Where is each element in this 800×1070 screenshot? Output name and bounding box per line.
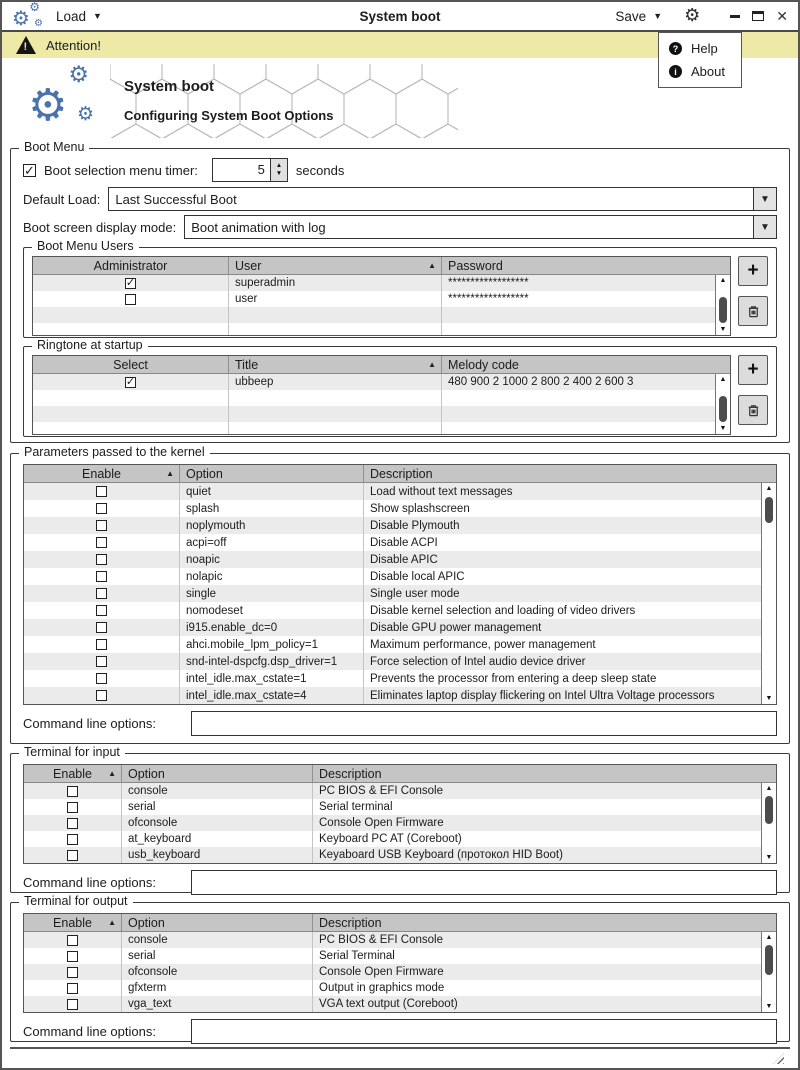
load-menu-label: Load <box>56 8 87 24</box>
row-checkbox[interactable] <box>96 554 107 565</box>
table-body <box>24 483 776 704</box>
help-circle-icon: ? <box>669 42 682 55</box>
row-checkbox[interactable] <box>67 834 78 845</box>
table-row[interactable] <box>24 847 776 863</box>
kernel-cmdline-label: Command line options: <box>23 715 156 731</box>
table-cell: vga_text <box>122 996 313 1012</box>
table-body <box>33 275 730 335</box>
row-checkbox[interactable] <box>67 818 78 829</box>
column-header[interactable]: Password <box>442 257 730 274</box>
default-load-value: Last Successful Boot <box>115 191 237 207</box>
terminal-input-cmdline-label: Command line options: <box>23 874 156 890</box>
table-row[interactable] <box>24 670 776 687</box>
row-checkbox[interactable] <box>67 951 78 962</box>
timer-spinner[interactable] <box>212 158 288 182</box>
save-menu-button[interactable] <box>615 9 662 24</box>
table-cell: serial <box>122 799 313 815</box>
table-header-row <box>33 257 730 275</box>
delete-user-button[interactable] <box>738 296 768 326</box>
table-row[interactable] <box>24 932 776 948</box>
timer-unit-label: seconds <box>295 162 345 178</box>
menu-item-about-label: About <box>691 64 725 79</box>
ringtone-table <box>32 355 731 435</box>
table-row[interactable] <box>24 568 776 585</box>
table-cell: ofconsole <box>122 815 313 831</box>
column-header[interactable]: Select <box>33 356 229 373</box>
scrollbar-thumb[interactable] <box>765 497 773 523</box>
scrollbar-thumb[interactable] <box>719 396 727 422</box>
terminal-output-fieldset <box>10 894 790 1042</box>
table-row[interactable] <box>24 534 776 551</box>
kernel-params-legend: Parameters passed to the kernel <box>19 445 210 459</box>
menu-item-help-label: Help <box>691 41 718 56</box>
table-cell: Disable Plymouth <box>370 519 460 532</box>
menu-item-help[interactable] <box>659 37 741 60</box>
column-header[interactable]: Enable ▲ <box>24 765 122 782</box>
column-header[interactable]: User ▲ <box>229 257 442 274</box>
delete-ringtone-button[interactable] <box>738 395 768 425</box>
table-row[interactable] <box>24 964 776 980</box>
default-load-label: Default Load: <box>23 191 101 207</box>
table-cell: intel_idle.max_cstate=4 <box>180 687 364 704</box>
table-row[interactable] <box>24 500 776 517</box>
table-cell <box>442 323 730 335</box>
table-row[interactable] <box>24 585 776 602</box>
terminal-output-cmdline-label: Command line options: <box>23 1023 156 1039</box>
row-checkbox[interactable] <box>96 520 107 531</box>
table-body <box>33 374 730 434</box>
table-cell <box>442 422 730 434</box>
table-cell: splash <box>180 500 364 517</box>
banner-gears-icon: ⚙ ⚙ ⚙ <box>28 62 94 131</box>
kernel-table-scrollbar[interactable] <box>761 483 776 704</box>
table-header-row <box>24 914 776 932</box>
table-row[interactable] <box>33 275 730 291</box>
table-cell: Disable APIC <box>370 553 438 566</box>
boot-menu-legend: Boot Menu <box>19 140 89 154</box>
settings-gear-button[interactable]: ⚙ <box>684 5 701 26</box>
table-cell: ahci.mobile_lpm_policy=1 <box>180 636 364 653</box>
table-cell: Serial Terminal <box>319 950 395 962</box>
column-header[interactable]: Description <box>313 765 776 782</box>
row-checkbox[interactable] <box>96 588 107 599</box>
row-checkbox[interactable] <box>67 850 78 861</box>
kernel-params-fieldset <box>10 445 790 744</box>
resize-grip[interactable] <box>773 1053 784 1064</box>
table-cell: Force selection of Intel audio device driver <box>370 655 586 668</box>
table-cell: intel_idle.max_cstate=1 <box>180 670 364 687</box>
terminal-input-table <box>23 764 777 864</box>
boot-menu-users-fieldset <box>23 239 777 338</box>
row-checkbox[interactable] <box>67 983 78 994</box>
dropdown-arrow-icon[interactable]: ▼ <box>753 188 776 210</box>
terminal-input-scrollbar[interactable] <box>761 783 776 863</box>
scroll-down-icon[interactable]: ▼ <box>765 695 773 702</box>
trash-icon <box>746 304 761 319</box>
row-checkbox[interactable] <box>96 690 107 701</box>
scrollbar-thumb[interactable] <box>765 796 773 824</box>
row-checkbox[interactable] <box>96 605 107 616</box>
table-cell: Show splashscreen <box>370 502 470 515</box>
table-cell: nolapic <box>180 568 364 585</box>
chevron-down-icon: ▼ <box>93 11 102 21</box>
settings-popup-menu <box>658 32 742 88</box>
scrollbar-thumb[interactable] <box>765 945 773 975</box>
maximize-button[interactable] <box>752 11 764 21</box>
table-body <box>24 783 776 863</box>
table-row[interactable] <box>24 783 776 799</box>
table-row[interactable] <box>24 551 776 568</box>
table-row[interactable] <box>33 422 730 434</box>
table-cell: PC BIOS & EFI Console <box>319 785 443 797</box>
kernel-params-table <box>23 464 777 705</box>
table-cell <box>442 307 730 323</box>
table-header-row <box>33 356 730 374</box>
save-menu-label: Save <box>615 8 647 24</box>
table-cell: console <box>122 783 313 799</box>
table-cell: PC BIOS & EFI Console <box>319 934 443 946</box>
table-cell: Load without text messages <box>370 485 513 498</box>
table-row[interactable] <box>33 374 730 390</box>
table-cell: VGA text output (Coreboot) <box>319 998 458 1010</box>
terminal-input-cmdline-input[interactable] <box>191 870 777 895</box>
table-row[interactable] <box>24 980 776 996</box>
attention-text: Attention! <box>46 37 101 53</box>
table-row[interactable] <box>24 517 776 534</box>
scroll-down-icon[interactable]: ▼ <box>765 854 773 861</box>
dropdown-arrow-icon[interactable]: ▼ <box>753 216 776 238</box>
scroll-down-icon[interactable]: ▼ <box>765 1003 773 1010</box>
spinner-down-icon[interactable]: ▼ <box>275 170 283 177</box>
table-row[interactable] <box>33 323 730 335</box>
terminal-output-scrollbar[interactable] <box>761 932 776 1012</box>
table-cell: usb_keyboard <box>122 847 313 863</box>
sort-ascending-icon: ▲ <box>428 261 436 270</box>
table-row[interactable] <box>24 948 776 964</box>
table-cell <box>442 390 730 406</box>
scroll-up-icon[interactable]: ▲ <box>765 934 773 941</box>
table-cell: Console Open Firmware <box>319 966 444 978</box>
table-row[interactable] <box>33 406 730 422</box>
table-cell: Keyboard PC AT (Coreboot) <box>319 833 462 845</box>
banner-subtitle: Configuring System Boot Options <box>124 108 334 123</box>
row-checkbox[interactable] <box>96 571 107 582</box>
hexagon-pattern <box>110 64 458 138</box>
ringtone-fieldset <box>23 338 777 437</box>
table-cell <box>229 307 442 323</box>
row-checkbox[interactable]: ✓ <box>125 375 136 388</box>
table-cell: ****************** <box>448 277 529 289</box>
scroll-down-icon[interactable]: ▼ <box>719 425 727 432</box>
table-cell: nomodeset <box>180 602 364 619</box>
sort-ascending-icon: ▲ <box>428 360 436 369</box>
default-load-combobox[interactable] <box>108 187 777 211</box>
row-checkbox[interactable] <box>96 639 107 650</box>
display-mode-combobox[interactable] <box>184 215 777 239</box>
table-cell: user <box>229 291 442 307</box>
add-ringtone-button[interactable]: + <box>738 355 768 385</box>
table-row[interactable] <box>24 653 776 670</box>
sort-ascending-icon: ▲ <box>166 469 174 478</box>
table-cell: Keyaboard USB Keyboard (протокол HID Boot) <box>319 849 563 861</box>
table-cell: Prevents the processor from entering a deep sleep state <box>370 672 657 685</box>
table-row[interactable] <box>24 483 776 500</box>
table-cell: single <box>180 585 364 602</box>
scroll-down-icon[interactable]: ▼ <box>719 326 727 333</box>
close-button[interactable]: ✕ <box>776 8 788 24</box>
column-header[interactable]: Description <box>364 465 776 482</box>
table-row[interactable] <box>24 619 776 636</box>
timer-value: 5 <box>257 162 265 177</box>
table-cell: gfxterm <box>122 980 313 996</box>
table-body <box>24 932 776 1012</box>
table-cell: acpi=off <box>180 534 364 551</box>
table-cell: Disable GPU power management <box>370 621 542 634</box>
column-header[interactable]: Option <box>122 765 313 782</box>
table-cell: quiet <box>180 483 364 500</box>
scrollbar-thumb[interactable] <box>719 297 727 323</box>
table-row[interactable] <box>24 636 776 653</box>
table-cell: i915.enable_dc=0 <box>180 619 364 636</box>
sort-ascending-icon: ▲ <box>108 918 116 927</box>
table-row[interactable] <box>24 687 776 704</box>
scroll-up-icon[interactable]: ▲ <box>719 277 727 284</box>
table-cell: snd-intel-dspcfg.dsp_driver=1 <box>180 653 364 670</box>
table-row[interactable] <box>33 307 730 323</box>
terminal-output-table <box>23 913 777 1013</box>
timer-checkbox[interactable]: ✓ <box>24 162 35 178</box>
scroll-up-icon[interactable]: ▲ <box>765 785 773 792</box>
row-checkbox[interactable]: ✓ <box>125 276 136 289</box>
row-checkbox[interactable] <box>96 656 107 667</box>
spinner-buttons[interactable] <box>270 159 287 181</box>
column-header[interactable]: Enable ▲ <box>24 914 122 931</box>
trash-icon <box>746 403 761 418</box>
spinner-up-icon[interactable]: ▲ <box>275 162 283 170</box>
table-cell: at_keyboard <box>122 831 313 847</box>
timer-label: Boot selection menu timer: <box>44 162 198 178</box>
table-row[interactable] <box>24 996 776 1012</box>
table-cell: ubbeep <box>229 374 442 390</box>
row-checkbox[interactable] <box>96 622 107 633</box>
add-user-button[interactable]: + <box>738 256 768 286</box>
table-row[interactable] <box>24 799 776 815</box>
table-row[interactable] <box>24 815 776 831</box>
table-row[interactable] <box>24 831 776 847</box>
boot-menu-users-legend: Boot Menu Users <box>32 239 139 253</box>
chevron-down-icon: ▼ <box>653 11 663 21</box>
table-cell: Output in graphics mode <box>319 982 445 994</box>
column-header[interactable]: Title ▲ <box>229 356 442 373</box>
table-row[interactable] <box>33 291 730 307</box>
row-checkbox[interactable] <box>67 967 78 978</box>
status-bar <box>10 1047 790 1068</box>
table-cell <box>229 422 442 434</box>
info-circle-icon: i <box>669 65 682 78</box>
app-logo-gears-icon: ⚙ ⚙ ⚙ <box>12 0 43 30</box>
table-cell: Disable kernel selection and loading of video drivers <box>370 604 636 617</box>
terminal-output-legend: Terminal for output <box>19 894 133 908</box>
column-header[interactable]: Option <box>180 465 364 482</box>
terminal-input-legend: Terminal for input <box>19 745 125 759</box>
table-row[interactable] <box>33 390 730 406</box>
table-cell: Serial terminal <box>319 801 393 813</box>
load-menu-button[interactable] <box>56 9 102 24</box>
table-row[interactable] <box>24 602 776 619</box>
sort-ascending-icon: ▲ <box>108 769 116 778</box>
minimize-button[interactable] <box>730 15 740 18</box>
display-mode-label: Boot screen display mode: <box>23 219 177 235</box>
display-mode-value: Boot animation with log <box>191 219 326 235</box>
kernel-cmdline-input[interactable] <box>191 711 777 736</box>
table-cell: Single user mode <box>370 587 460 600</box>
table-cell: noplymouth <box>180 517 364 534</box>
boot-menu-fieldset <box>10 140 790 443</box>
scroll-up-icon[interactable]: ▲ <box>719 376 727 383</box>
table-cell: ofconsole <box>122 964 313 980</box>
table-cell: console <box>122 932 313 948</box>
boot-menu-users-table <box>32 256 731 336</box>
row-checkbox[interactable] <box>96 673 107 684</box>
table-cell <box>229 323 442 335</box>
table-cell: superadmin <box>229 275 442 291</box>
row-checkbox[interactable] <box>67 786 78 797</box>
window-title: System boot <box>359 8 441 24</box>
column-header[interactable]: Option <box>122 914 313 931</box>
banner-title: System boot <box>124 78 215 95</box>
column-header[interactable]: Administrator <box>33 257 229 274</box>
column-header[interactable]: Enable ▲ <box>24 465 180 482</box>
column-header[interactable]: Melody code <box>442 356 730 373</box>
table-cell <box>229 406 442 422</box>
terminal-input-fieldset <box>10 745 790 893</box>
row-checkbox[interactable] <box>67 802 78 813</box>
row-checkbox[interactable] <box>96 486 107 497</box>
scroll-up-icon[interactable]: ▲ <box>765 485 773 492</box>
table-cell: Disable local APIC <box>370 570 465 583</box>
table-cell: Eliminates laptop display flickering on Intel Ultra Voltage processors <box>370 689 715 702</box>
table-header-row <box>24 765 776 783</box>
warning-triangle-icon: ! <box>16 36 36 54</box>
table-cell: Console Open Firmware <box>319 817 444 829</box>
ringtone-legend: Ringtone at startup <box>32 338 148 352</box>
terminal-output-cmdline-input[interactable] <box>191 1019 777 1044</box>
table-cell: serial <box>122 948 313 964</box>
row-checkbox[interactable] <box>96 503 107 514</box>
table-cell: 480 900 2 1000 2 800 2 400 2 600 3 <box>448 376 634 388</box>
row-checkbox[interactable] <box>67 935 78 946</box>
table-header-row <box>24 465 776 483</box>
table-cell: Maximum performance, power management <box>370 638 596 651</box>
titlebar <box>2 2 798 32</box>
table-cell: noapic <box>180 551 364 568</box>
table-cell: ****************** <box>448 293 529 305</box>
users-table-scrollbar[interactable] <box>715 275 730 335</box>
row-checkbox[interactable] <box>96 537 107 548</box>
menu-item-about[interactable] <box>659 60 741 83</box>
table-cell: Disable ACPI <box>370 536 438 549</box>
ringtone-table-scrollbar[interactable] <box>715 374 730 434</box>
table-cell <box>442 406 730 422</box>
column-header[interactable]: Description <box>313 914 776 931</box>
row-checkbox[interactable] <box>125 294 136 305</box>
row-checkbox[interactable] <box>67 999 78 1010</box>
table-cell <box>229 390 442 406</box>
